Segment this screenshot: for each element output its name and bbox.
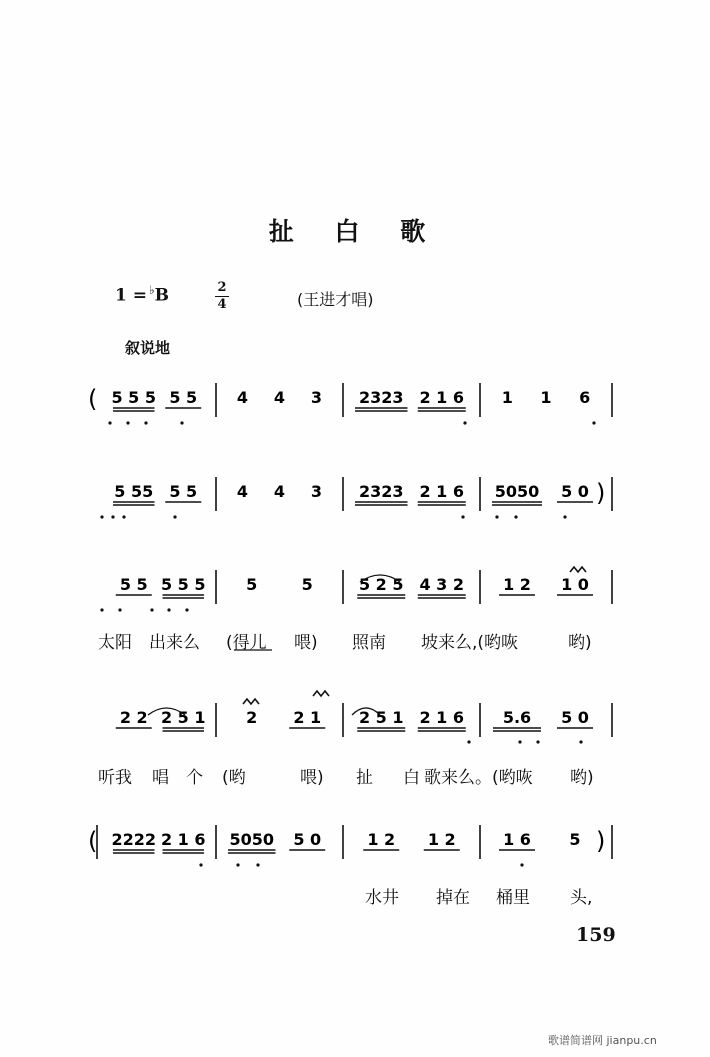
- note-group: 5 5: [119, 575, 148, 594]
- octave-dot: [495, 515, 498, 518]
- octave-dot: [100, 515, 103, 518]
- octave-dot: [126, 421, 129, 424]
- lyric-seg: 照南: [352, 633, 386, 653]
- octave-dot: [185, 608, 188, 611]
- note-group: 1: [501, 388, 513, 407]
- note-group: 5 0: [293, 830, 322, 849]
- lyric-seg: 扯: [356, 768, 373, 788]
- note-group: 2 1 6: [160, 830, 206, 849]
- note-group: 5 55: [114, 482, 154, 501]
- trill-ornament: [570, 567, 586, 572]
- singer-credit: (王进才唱): [297, 290, 374, 309]
- note-group: 5 5: [169, 388, 198, 407]
- octave-dot: [256, 863, 259, 866]
- lyric-seg: 喂): [300, 768, 324, 788]
- trill-ornament: [243, 699, 259, 704]
- lyric-seg: 听我: [98, 768, 132, 788]
- note-group: 2 2: [119, 708, 148, 727]
- open-paren: (: [88, 827, 98, 855]
- flat-sign: ♭: [149, 283, 155, 297]
- note-group: 3: [310, 388, 323, 407]
- note-group: 5.6: [502, 708, 532, 727]
- trill-ornament: [313, 691, 329, 696]
- octave-dot: [563, 515, 566, 518]
- octave-dot: [236, 863, 239, 866]
- note-group: 4 3 2: [419, 575, 465, 594]
- octave-dot: [514, 515, 517, 518]
- note-group: 5 0: [561, 708, 589, 727]
- key-prefix: 1 =: [115, 285, 147, 306]
- octave-dot: [463, 421, 466, 424]
- lyric-seg: 个: [186, 768, 203, 788]
- octave-dot: [118, 608, 121, 611]
- lyric-seg: 唱: [152, 768, 169, 788]
- note-group: 5 2 5: [358, 575, 404, 594]
- note-group: 1: [540, 388, 552, 407]
- note-group: 1 6: [503, 830, 531, 849]
- note-group: 6: [579, 388, 591, 407]
- note-group: 4: [273, 388, 286, 407]
- note-group: 5 5 5: [160, 575, 206, 594]
- lyric-seg: (哟: [222, 768, 246, 788]
- note-group: 2 1 6: [419, 388, 465, 407]
- lyric-seg: 出来么: [149, 633, 200, 653]
- lyric-seg: 头,: [570, 888, 593, 908]
- lyric-seg: 喂): [294, 633, 318, 653]
- octave-dot: [520, 863, 523, 866]
- lyric-seg: 桶里: [496, 888, 530, 908]
- note-group: 4: [273, 482, 286, 501]
- octave-dot: [467, 740, 470, 743]
- octave-dot: [122, 515, 125, 518]
- octave-dot: [518, 740, 521, 743]
- note-group: 4: [236, 388, 249, 407]
- key-note: B: [154, 285, 170, 306]
- octave-dot: [180, 421, 183, 424]
- octave-dot: [461, 515, 464, 518]
- song-title: 扯 白 歌: [268, 217, 442, 246]
- note-group: 1 0: [561, 575, 589, 594]
- note-group: 5 0: [561, 482, 589, 501]
- lyric-seg: 太阳: [98, 633, 132, 653]
- octave-dot: [111, 515, 114, 518]
- note-group: 1 2: [503, 575, 531, 594]
- note-group: 5: [246, 575, 258, 594]
- octave-dot: [150, 608, 153, 611]
- octave-dot: [100, 608, 103, 611]
- note-group: 2 5 1: [358, 708, 404, 727]
- note-group: 1 2: [427, 830, 456, 849]
- octave-dot: [167, 608, 170, 611]
- note-group: 5 5: [169, 482, 198, 501]
- note-group: 1 2: [367, 830, 396, 849]
- note-group: 2: [246, 708, 258, 727]
- lyric-seg: 掉在: [436, 888, 470, 908]
- lyric-seg: 白: [403, 768, 420, 788]
- octave-dot: [536, 740, 539, 743]
- octave-dot: [108, 421, 111, 424]
- note-group: 2 1 6: [419, 482, 465, 501]
- octave-dot: [579, 740, 582, 743]
- lyric-seg: 哟): [570, 768, 594, 788]
- note-group: 3: [310, 482, 323, 501]
- lyric-seg: 坡来么,(哟咴: [421, 633, 519, 653]
- close-paren: ): [596, 827, 606, 855]
- lyric-seg: 歌来么。(哟咴: [424, 768, 533, 788]
- lyric-seg: 水井: [365, 888, 399, 908]
- octave-dot: [199, 863, 202, 866]
- note-group: 4: [236, 482, 249, 501]
- meter-top: 2: [217, 280, 227, 295]
- lyric-seg: 哟): [568, 633, 592, 653]
- note-group: 5: [301, 575, 313, 594]
- octave-dot: [144, 421, 147, 424]
- note-group: 2323: [358, 388, 404, 407]
- note-group: 5050: [494, 482, 540, 501]
- note-group: 2 5 1: [160, 708, 206, 727]
- watermark: 歌谱简谱网 jianpu.cn: [548, 1034, 657, 1047]
- tempo-marking: 叙说地: [125, 339, 171, 357]
- open-paren: (: [88, 385, 98, 413]
- note-group: 5 5 5: [111, 388, 157, 407]
- octave-dot: [173, 515, 176, 518]
- meter-bottom: 4: [217, 297, 227, 312]
- close-paren: ): [596, 479, 606, 507]
- page-number: 159: [576, 924, 616, 946]
- note-group: 2 1 6: [419, 708, 465, 727]
- note-group: 2323: [358, 482, 404, 501]
- note-group: 5: [569, 830, 581, 849]
- note-group: 5050: [229, 830, 275, 849]
- lyric-seg: (得儿: [226, 633, 267, 653]
- note-group: 2 1: [293, 708, 322, 727]
- octave-dot: [592, 421, 595, 424]
- note-group: 2222: [111, 830, 157, 849]
